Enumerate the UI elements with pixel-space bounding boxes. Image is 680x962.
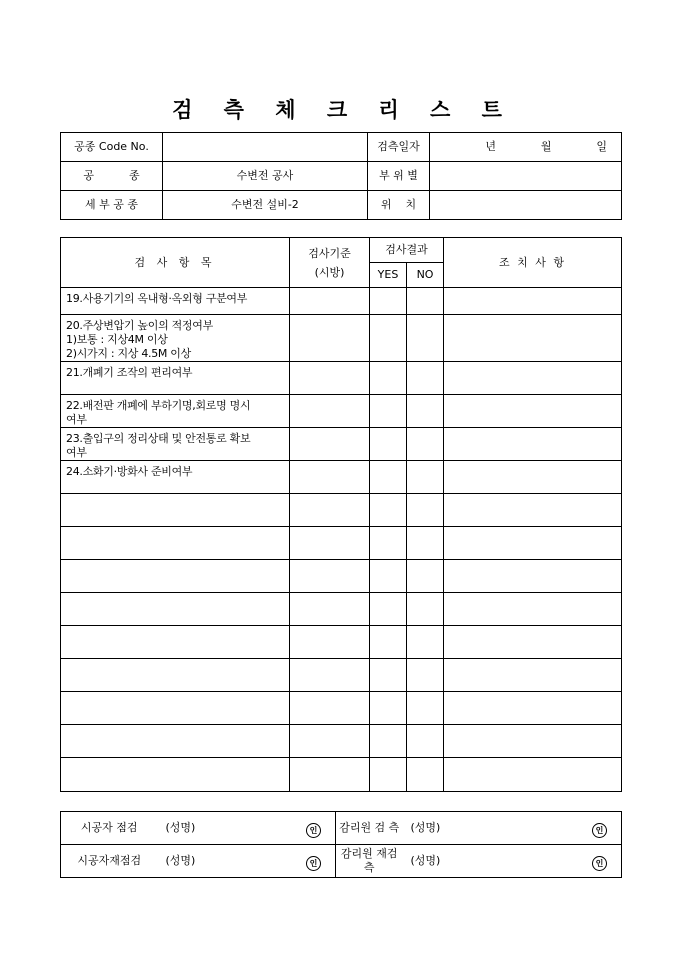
no-cell[interactable] <box>407 315 444 362</box>
yes-cell[interactable] <box>370 461 407 494</box>
standard-cell[interactable] <box>290 725 370 758</box>
standard-cell[interactable] <box>290 659 370 692</box>
standard-cell[interactable] <box>290 527 370 560</box>
sub-work-type-label: 세 부 공 종 <box>61 191 163 220</box>
check-item-text <box>61 593 290 626</box>
table-row <box>61 659 622 692</box>
no-cell[interactable] <box>407 362 444 395</box>
action-cell[interactable] <box>444 560 622 593</box>
col-header-standard: 검사기준 (시방) <box>290 238 370 288</box>
supervisor-reinspect-label: 감리원 재검측 <box>336 845 403 878</box>
month-label: 월 <box>540 140 552 153</box>
contractor-recheck-signature[interactable] <box>158 845 336 878</box>
name-label: (성명) <box>410 854 441 867</box>
action-cell[interactable] <box>444 593 622 626</box>
no-cell[interactable] <box>407 560 444 593</box>
yes-cell[interactable] <box>370 288 407 315</box>
check-item-text <box>61 560 290 593</box>
checklist-table <box>60 237 622 792</box>
check-item-text <box>61 494 290 527</box>
standard-cell[interactable] <box>290 428 370 461</box>
table-row <box>61 527 622 560</box>
name-label: (성명) <box>165 854 196 867</box>
check-item-text: 21.개폐기 조작의 편리여부 <box>61 362 290 395</box>
table-row <box>61 626 622 659</box>
table-row <box>61 494 622 527</box>
yes-cell[interactable] <box>370 527 407 560</box>
sub-work-type-value: 수변전 설비-2 <box>163 191 368 220</box>
action-cell[interactable] <box>444 461 622 494</box>
action-cell[interactable] <box>444 428 622 461</box>
standard-cell[interactable] <box>290 626 370 659</box>
seal-icon: 인 <box>306 856 321 871</box>
table-row <box>61 758 622 792</box>
location-label: 위 치 <box>368 191 430 220</box>
col-header-result: 검사결과 <box>370 238 444 263</box>
standard-cell[interactable] <box>290 362 370 395</box>
standard-cell[interactable] <box>290 494 370 527</box>
action-cell[interactable] <box>444 725 622 758</box>
action-cell[interactable] <box>444 758 622 792</box>
check-item-text <box>61 692 290 725</box>
action-cell[interactable] <box>444 288 622 315</box>
standard-cell[interactable] <box>290 560 370 593</box>
info-table <box>60 132 622 220</box>
contractor-check-label: 시공자 점검 <box>61 812 158 845</box>
action-cell[interactable] <box>444 494 622 527</box>
no-cell[interactable] <box>407 725 444 758</box>
check-item-text <box>61 725 290 758</box>
no-cell[interactable] <box>407 692 444 725</box>
table-row <box>61 692 622 725</box>
seal-icon: 인 <box>306 823 321 838</box>
standard-cell[interactable] <box>290 395 370 428</box>
table-row <box>61 593 622 626</box>
check-item-text <box>61 527 290 560</box>
yes-cell[interactable] <box>370 560 407 593</box>
supervisor-inspect-signature[interactable] <box>403 812 622 845</box>
no-cell[interactable] <box>407 461 444 494</box>
seal-icon: 인 <box>592 823 607 838</box>
table-row <box>61 362 622 395</box>
standard-cell[interactable] <box>290 692 370 725</box>
no-cell[interactable] <box>407 288 444 315</box>
standard-cell[interactable] <box>290 315 370 362</box>
table-row <box>61 560 622 593</box>
check-item-text <box>61 659 290 692</box>
yes-cell[interactable] <box>370 725 407 758</box>
action-cell[interactable] <box>444 362 622 395</box>
work-type-value: 수변전 공사 <box>163 162 368 191</box>
supervisor-reinspect-signature[interactable] <box>403 845 622 878</box>
contractor-check-signature[interactable] <box>158 812 336 845</box>
check-item-text: 19.사용기기의 옥내형·옥외형 구분여부 <box>61 288 290 315</box>
location-field[interactable] <box>430 191 622 220</box>
yes-cell[interactable] <box>370 626 407 659</box>
table-row <box>61 395 622 428</box>
yes-cell[interactable] <box>370 362 407 395</box>
table-row <box>61 428 622 461</box>
standard-cell[interactable] <box>290 758 370 792</box>
no-cell[interactable] <box>407 428 444 461</box>
inspection-date-field[interactable] <box>430 133 622 162</box>
supervisor-inspect-label: 감리원 검 측 <box>336 812 403 845</box>
standard-cell[interactable] <box>290 461 370 494</box>
part-label: 부 위 별 <box>368 162 430 191</box>
col-header-no: NO <box>407 263 444 288</box>
no-cell[interactable] <box>407 758 444 792</box>
yes-cell[interactable] <box>370 428 407 461</box>
action-cell[interactable] <box>444 659 622 692</box>
action-cell[interactable] <box>444 692 622 725</box>
check-item-text <box>61 758 290 792</box>
table-row <box>61 315 622 362</box>
yes-cell[interactable] <box>370 758 407 792</box>
no-cell[interactable] <box>407 494 444 527</box>
col-header-action: 조 치 사 항 <box>444 238 622 288</box>
yes-cell[interactable] <box>370 659 407 692</box>
name-label: (성명) <box>410 821 441 834</box>
yes-cell[interactable] <box>370 593 407 626</box>
col-header-yes: YES <box>370 263 407 288</box>
no-cell[interactable] <box>407 395 444 428</box>
standard-cell[interactable] <box>290 593 370 626</box>
table-row <box>61 725 622 758</box>
check-item-text: 24.소화기·방화사 준비여부 <box>61 461 290 494</box>
yes-cell[interactable] <box>370 395 407 428</box>
yes-cell[interactable] <box>370 315 407 362</box>
no-cell[interactable] <box>407 626 444 659</box>
yes-cell[interactable] <box>370 692 407 725</box>
no-cell[interactable] <box>407 593 444 626</box>
work-type-label: 공 종 <box>61 162 163 191</box>
action-cell[interactable] <box>444 527 622 560</box>
check-item-text: 22.배전판 개폐에 부하기명,회로명 명시 여부 <box>61 395 290 428</box>
contractor-recheck-label: 시공자재점검 <box>61 845 158 878</box>
action-cell[interactable] <box>444 315 622 362</box>
action-cell[interactable] <box>444 626 622 659</box>
check-item-text <box>61 626 290 659</box>
no-cell[interactable] <box>407 659 444 692</box>
signature-table <box>60 811 622 878</box>
name-label: (성명) <box>165 821 196 834</box>
day-label: 일 <box>596 140 607 153</box>
seal-icon: 인 <box>592 856 607 871</box>
table-row <box>61 288 622 315</box>
year-label: 년 <box>485 140 496 153</box>
col-header-item: 검 사 항 목 <box>61 238 290 288</box>
part-field[interactable] <box>430 162 622 191</box>
yes-cell[interactable] <box>370 494 407 527</box>
standard-cell[interactable] <box>290 288 370 315</box>
check-item-text: 20.주상변압기 높이의 적정여부 1)보통 : 지상4M 이상 2)시가지 : 지상 4.5M 이상 <box>61 315 290 362</box>
check-item-text: 23.출입구의 정리상태 및 안전통로 확보 여부 <box>61 428 290 461</box>
work-code-field[interactable] <box>163 133 368 162</box>
action-cell[interactable] <box>444 395 622 428</box>
page-title: 검 측 체 크 리 스 트 <box>172 97 508 122</box>
work-code-label: 공종 Code No. <box>61 133 163 162</box>
inspection-date-label: 검측일자 <box>368 133 430 162</box>
no-cell[interactable] <box>407 527 444 560</box>
table-row <box>61 461 622 494</box>
